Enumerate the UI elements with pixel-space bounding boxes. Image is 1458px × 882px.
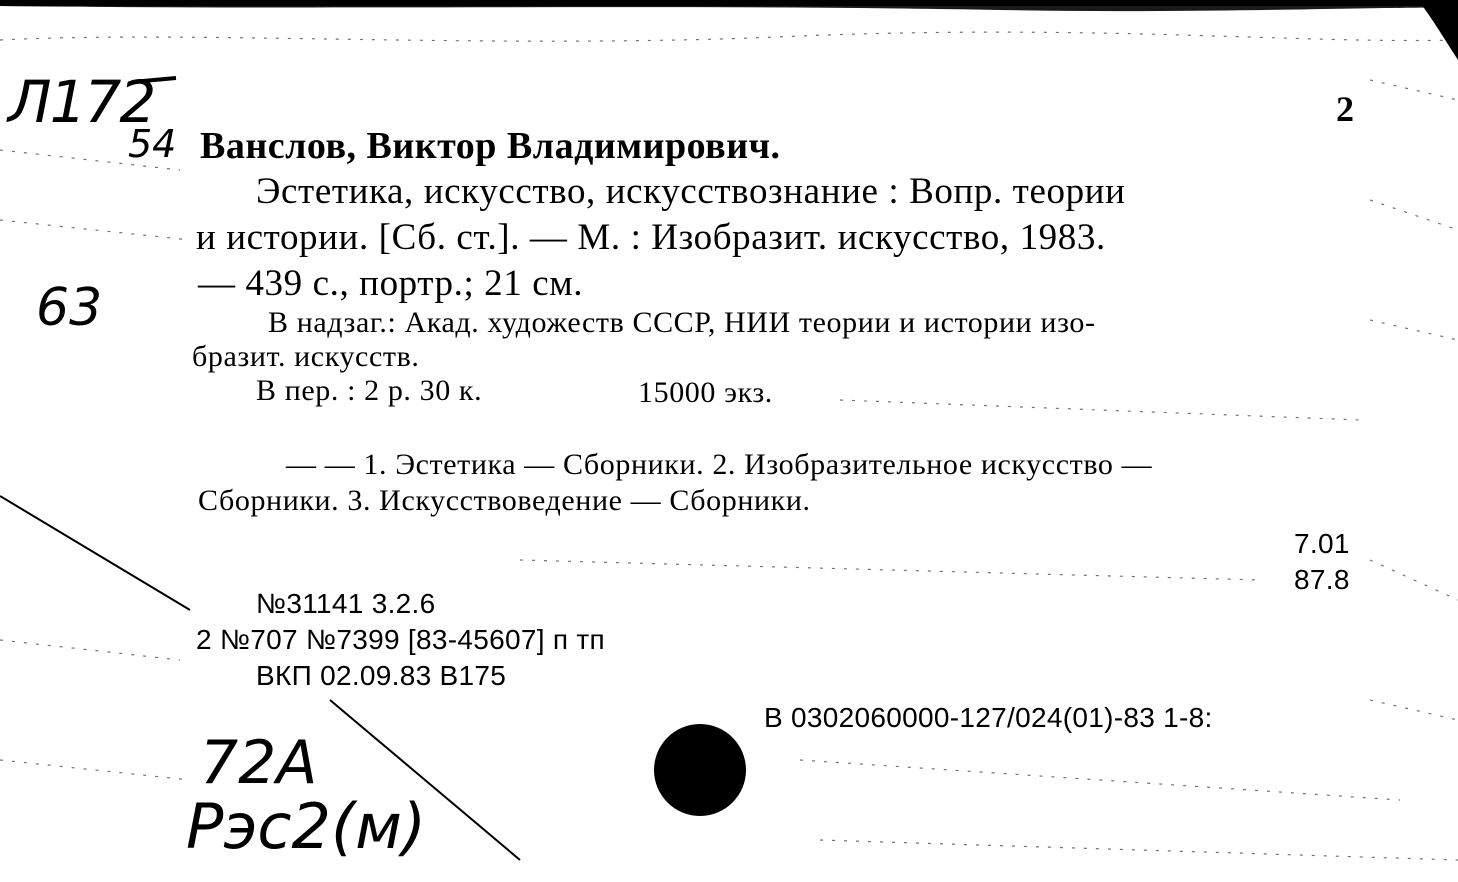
subjects-line-2: Сборники. 3. Искусствоведение — Сборники. <box>198 484 811 517</box>
punched-hole <box>654 724 746 816</box>
copies-note: 15000 экз. <box>638 376 773 409</box>
handwritten-code-1: 72А <box>200 728 318 798</box>
registry-line-2: 2 №707 №7399 [83-45607] п тп <box>196 624 605 655</box>
classification-code-2: 87.8 <box>1294 564 1350 595</box>
registry-line-3: ВКП 02.09.83 В175 <box>256 660 507 691</box>
title-line-1: Эстетика, искусство, искусствознание : Вопр. теории <box>256 171 1126 212</box>
bbk-code: В 0302060000-127/024(01)-83 1-8: <box>764 702 1213 733</box>
handwritten-margin-number: 63 <box>36 278 103 338</box>
subjects-line-1: — — 1. Эстетика — Сборники. 2. Изобразительное искусство — <box>286 448 1153 481</box>
card-number: 2 <box>1336 89 1355 129</box>
classification-code-1: 7.01 <box>1294 528 1350 559</box>
handwritten-code-2: Рэс2(м) <box>186 790 427 863</box>
title-line-2: и истории. [Сб. ст.]. — М. : Изобразит. искусство, 1983. <box>196 217 1106 258</box>
note-line-1: В надзаг.: Акад. художеств СССР, НИИ теории и истории изо- <box>268 306 1096 339</box>
registry-line-1: №31141 3.2.6 <box>256 588 436 619</box>
handwritten-shelf-mark-bottom: 54 <box>128 122 177 166</box>
note-line-2: бразит. искусств. <box>192 340 420 373</box>
handwritten-shelf-mark-top: Л172 <box>8 68 155 136</box>
price-note: В пер. : 2 р. 30 к. <box>256 374 483 407</box>
title-line-3: — 439 с., портр.; 21 см. <box>198 263 584 304</box>
author-heading: Ванслов, Виктор Владимирович. <box>200 125 781 167</box>
